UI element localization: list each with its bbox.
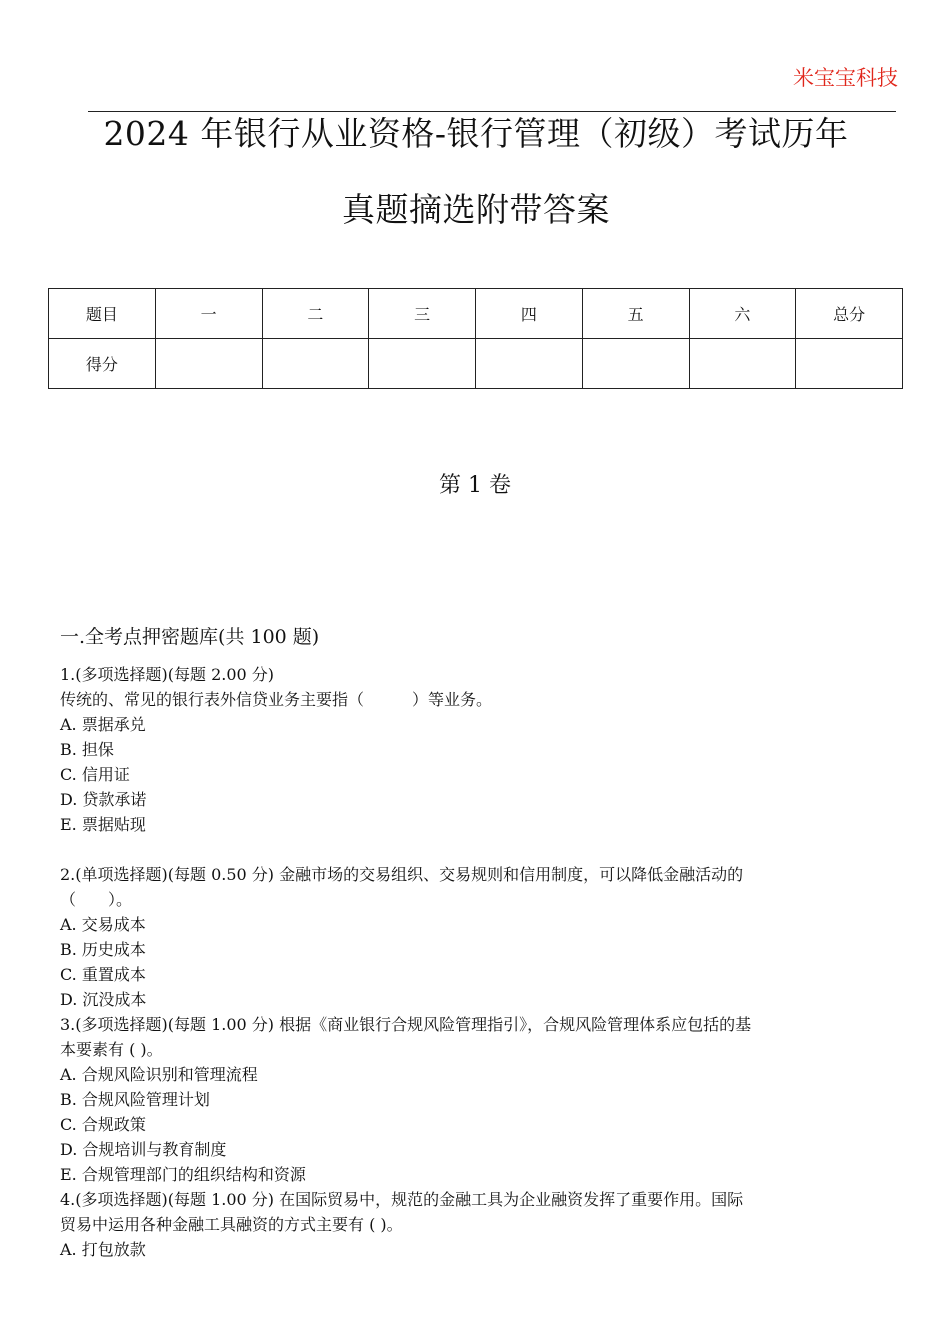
question-stem-line: 传统的、常见的银行表外信贷业务主要指（ ）等业务。 bbox=[60, 690, 493, 709]
answer-option: A. 合规风险识别和管理流程 bbox=[60, 1065, 258, 1084]
score-table-header-row bbox=[49, 289, 903, 339]
score-empty-cell bbox=[155, 339, 262, 389]
question-stem-line: 本要素有 ( )。 bbox=[60, 1040, 163, 1059]
question-stem-line: 4.(多项选择题)(每题 1.00 分) 在国际贸易中，规范的金融工具为企业融资发挥了重要作用。国际 bbox=[60, 1190, 744, 1209]
score-empty-cell bbox=[796, 339, 903, 389]
question-list bbox=[60, 662, 898, 1262]
score-header-cell: 六 bbox=[689, 289, 796, 339]
section-title: 一.全考点押密题库(共 100 题) bbox=[60, 626, 320, 648]
brand-name: 米宝宝科技 bbox=[793, 66, 898, 90]
question-item bbox=[60, 1012, 898, 1187]
score-header-cell: 四 bbox=[476, 289, 583, 339]
answer-option: E. 合规管理部门的组织结构和资源 bbox=[60, 1165, 306, 1184]
answer-option: D. 贷款承诺 bbox=[60, 790, 147, 809]
question-stem-line: 3.(多项选择题)(每题 1.00 分) 根据《商业银行合规风险管理指引》，合规风险管理体系应包括的基 bbox=[60, 1015, 752, 1034]
score-header-cell: 五 bbox=[582, 289, 689, 339]
answer-option: A. 打包放款 bbox=[60, 1240, 146, 1259]
question-stem-line: （ ）。 bbox=[60, 890, 133, 909]
score-header-cell: 题目 bbox=[49, 289, 156, 339]
doc-title-line-2: 真题摘选附带答案 bbox=[342, 190, 610, 229]
score-table-score-row bbox=[49, 339, 903, 389]
score-header-cell: 一 bbox=[155, 289, 262, 339]
doc-title-line-1: 2024 年银行从业资格-银行管理（初级）考试历年 bbox=[103, 114, 849, 153]
answer-option: B. 担保 bbox=[60, 740, 114, 759]
header-rule bbox=[88, 111, 896, 112]
score-header-cell: 二 bbox=[262, 289, 369, 339]
answer-option: B. 合规风险管理计划 bbox=[60, 1090, 210, 1109]
question-stem-line: 1.(多项选择题)(每题 2.00 分) bbox=[60, 665, 275, 684]
volume-label: 第 1 卷 bbox=[439, 473, 511, 498]
answer-option: A. 交易成本 bbox=[60, 915, 146, 934]
answer-option: B. 历史成本 bbox=[60, 940, 146, 959]
score-empty-cell bbox=[262, 339, 369, 389]
score-empty-cell bbox=[369, 339, 476, 389]
score-header-cell: 总分 bbox=[796, 289, 903, 339]
question-stem-line: 贸易中运用各种金融工具融资的方式主要有 ( )。 bbox=[60, 1215, 403, 1234]
answer-option: E. 票据贴现 bbox=[60, 815, 146, 834]
answer-option: D. 合规培训与教育制度 bbox=[60, 1140, 227, 1159]
question-item bbox=[60, 662, 898, 837]
score-empty-cell bbox=[476, 339, 583, 389]
score-empty-cell bbox=[689, 339, 796, 389]
question-spacer bbox=[60, 837, 898, 862]
score-table bbox=[48, 288, 903, 389]
score-row-label: 得分 bbox=[49, 339, 156, 389]
score-header-cell: 三 bbox=[369, 289, 476, 339]
question-item bbox=[60, 862, 898, 1012]
answer-option: C. 合规政策 bbox=[60, 1115, 146, 1134]
answer-option: A. 票据承兑 bbox=[60, 715, 146, 734]
answer-option: C. 重置成本 bbox=[60, 965, 146, 984]
question-stem-line: 2.(单项选择题)(每题 0.50 分) 金融市场的交易组织、交易规则和信用制度，可以降低金融活动的 bbox=[60, 865, 744, 884]
score-empty-cell bbox=[582, 339, 689, 389]
answer-option: C. 信用证 bbox=[60, 765, 130, 784]
answer-option: D. 沉没成本 bbox=[60, 990, 147, 1009]
question-item bbox=[60, 1187, 898, 1262]
